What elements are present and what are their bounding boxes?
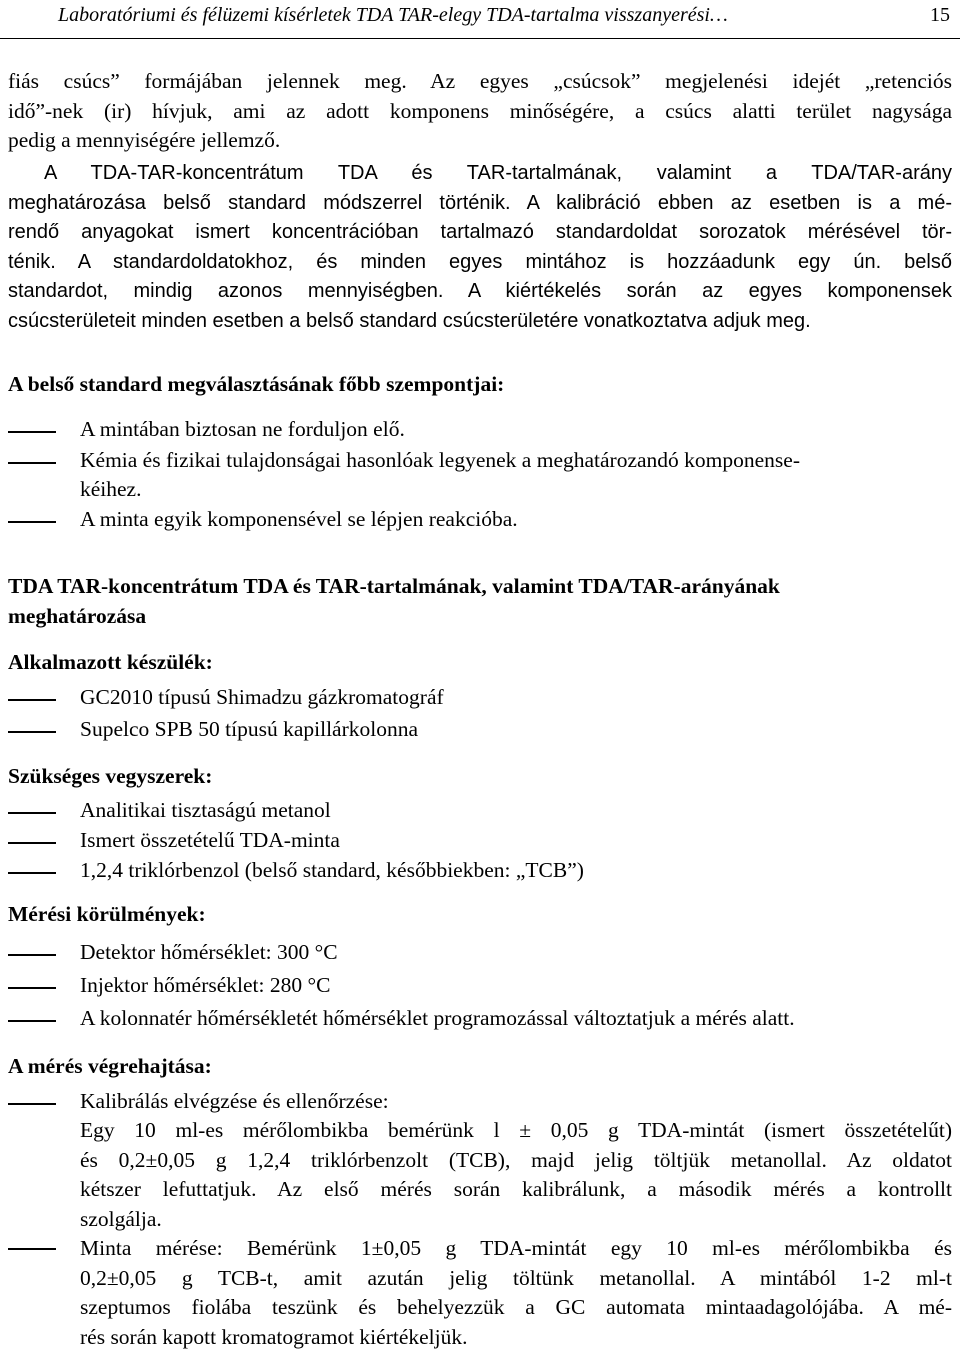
- reagents-heading: Szükséges vegyszerek:: [8, 764, 213, 788]
- document-page: Laboratóriumi és félüzemi kísérletek TDA TAR-elegy TDA-tartalma visszanyerési… 15 fiás csúcs” formájában jelennek meg. Az egyes „csúcsok” megjelenési idejét „retenciós idő”-nek (ir) hívjuk, ami az adott komponens minőségére, a csúcs alatti terület nagysága pedig a mennyiségére jellemző. A TDA-TAR-koncentrátum TDA és TAR-tartalmának, valamint a TDA/TAR-arány meghatározása belső standard módszerrel történik. A kalibráció ebben az esetben is a mé- rendő anyagokat ismert koncentrációban tartalmazó standardoldat sorozatok mérésével tör- ténik. A standardoldatokhoz, és minden egyes mintához is hozzáadunk egy ún. belső standardot, mindig azonos mennyiségben. A kiértékelés során az egyes komponensek csúcsterületeit minden esetben a belső standard csúcsterületére vonatkoztatva adjuk meg. A belső standard megválasztásának főbb szempontjai: A mintában biztosan ne forduljon elő. Kémia és fizikai tulajdonságai hasonlóak legyenek a meghatározandó komponense- kéihez. A minta egyik komponensével se lépjen reakcióba. TDA TAR-koncentrátum TDA és TAR-tartalmának, valamint TDA/TAR-arányának meghatározása Alkalmazott készülék: GC2010 típusú Shimadzu gázkromatográf Supelco SPB 50 típusú kapillárkolonna Szükséges vegyszerek: Analitikai tisztaságú metanol Ismert összetételű TDA-minta 1,2,4 triklórbenzol (belső standard, későbbiekben: „TCB”) Mérési körülmények: Detektor hőmérséklet: 300 °C Injektor hőmérséklet: 280 °C A kolonnatér hőmérsékletét hőmérséklet programozással változtatjuk a mérés alatt. A mérés végrehajtása: Kalibrálás elvégzése és ellenőrzése: Egy 10 ml-es mérőlombikba bemérünk l ± 0,05 g TDA-mintát (ismert összetételűt) és 0,2±0,05 g 1,2,4 triklórbenzolt (TCB), majd jelig töltjük metanollal. Az oldatot kétszer lefuttatjuk. Az első mérés során kalibrálunk, a második mérés a kontrollt szolgálja. Minta mérése: Bemérünk 1±0,05 g TDA-mintát egy 10 ml-es mérőlombikba és 0,2±0,05 g TCB-t, amit azután jelig töltünk metanollal. A mintából 1-2 ml-t szeptumos fiolába teszünk és behelyezzük a GC automata mintaadagolójába. A mé- rés során kapott kromatogramot kiértékeljük.: [0, 0, 960, 1356]
- equipment-heading: Alkalmazott készülék:: [8, 650, 213, 674]
- text-line: ténik. A standardoldatokhoz, és minden egyes mintához is hozzáadunk egy ún. belső: [8, 250, 952, 273]
- text-line: fiás csúcs” formájában jelennek meg. Az egyes „csúcsok” megjelenési idejét „retenciós: [8, 69, 952, 93]
- dash-bullet: [8, 1248, 56, 1250]
- method-paragraph: [8, 159, 952, 337]
- section-title-line-1: TDA TAR-koncentrátum TDA és TAR-tartalmának, valamint TDA/TAR-arányának: [8, 574, 780, 598]
- internal-standard-heading: A belső standard megválasztásának főbb szempontjai:: [8, 372, 505, 396]
- dash-bullet: [8, 1103, 56, 1105]
- text-line: csúcsterületeit minden esetben a belső standard csúcsterületére vonatkoztatva adjuk meg.: [8, 309, 811, 332]
- dash-bullet: [8, 842, 56, 844]
- calibration-paragraph: [80, 1116, 952, 1234]
- text-line: Egy 10 ml-es mérőlombikba bemérünk l ± 0,05 g TDA-mintát (ismert összetételűt): [80, 1118, 952, 1142]
- text-line: Minta mérése: Bemérünk 1±0,05 g TDA-mintát egy 10 ml-es mérőlombikba és: [80, 1236, 952, 1260]
- text-line: rendő anyagokat ismert koncentrációban tartalmazó standardoldat sorozatok mérésével tör-: [8, 221, 952, 244]
- conditions-heading: Mérési körülmények:: [8, 902, 206, 926]
- text-line: és 0,2±0,05 g 1,2,4 triklórbenzolt (TCB), majd jelig töltjük metanollal. Az oldatot: [80, 1147, 952, 1172]
- dash-bullet: [8, 812, 56, 814]
- text-line: A TDA-TAR-koncentrátum TDA és TAR-tartalmának, valamint a TDA/TAR-arány: [44, 162, 952, 184]
- text-line: 0,2±0,05 g TCB-t, amit azután jelig töltünk metanollal. A mintából 1-2 ml-t: [80, 1265, 952, 1290]
- dash-bullet: [8, 954, 56, 956]
- text-line: kétszer lefuttatjuk. Az első mérés során kalibrálunk, a második mérés a kontrollt: [80, 1177, 952, 1202]
- page-number: 15: [930, 4, 950, 26]
- text-line: szeptumos fiolába teszünk és behelyezzük a GC automata mintaadagolójába. A mé-: [80, 1295, 952, 1320]
- dash-bullet: [8, 731, 56, 733]
- dash-bullet: [8, 462, 56, 464]
- dash-bullet: [8, 872, 56, 874]
- dash-bullet: [8, 1020, 56, 1022]
- running-header: [0, 0, 960, 39]
- procedure-heading: A mérés végrehajtása:: [8, 1054, 212, 1078]
- text-line: idő”-nek (ir) hívjuk, ami az adott komponens minőségére, a csúcs alatti terület nagysága: [8, 98, 952, 123]
- text-line: pedig a mennyiségére jellemző.: [8, 128, 281, 153]
- text-line: meghatározása belső standard módszerrel történik. A kalibráció ebben az esetben is a mé-: [8, 191, 952, 214]
- dash-bullet: [8, 431, 56, 433]
- text-line: szolgálja.: [80, 1206, 162, 1231]
- section-title-line-2: meghatározása: [8, 604, 147, 628]
- header-title: Laboratóriumi és félüzemi kísérletek TDA TAR-elegy TDA-tartalma visszanyerési…: [58, 4, 728, 26]
- dash-bullet: [8, 521, 56, 523]
- text-line: standardot, mindig azonos mennyiségben. A kiértékelés során az egyes komponensek: [8, 280, 952, 303]
- intro-paragraph: [8, 67, 952, 156]
- dash-bullet: [8, 699, 56, 701]
- sample-paragraph: [80, 1234, 952, 1352]
- text-line: rés során kapott kromatogramot kiértékeljük.: [80, 1324, 468, 1349]
- dash-bullet: [8, 987, 56, 989]
